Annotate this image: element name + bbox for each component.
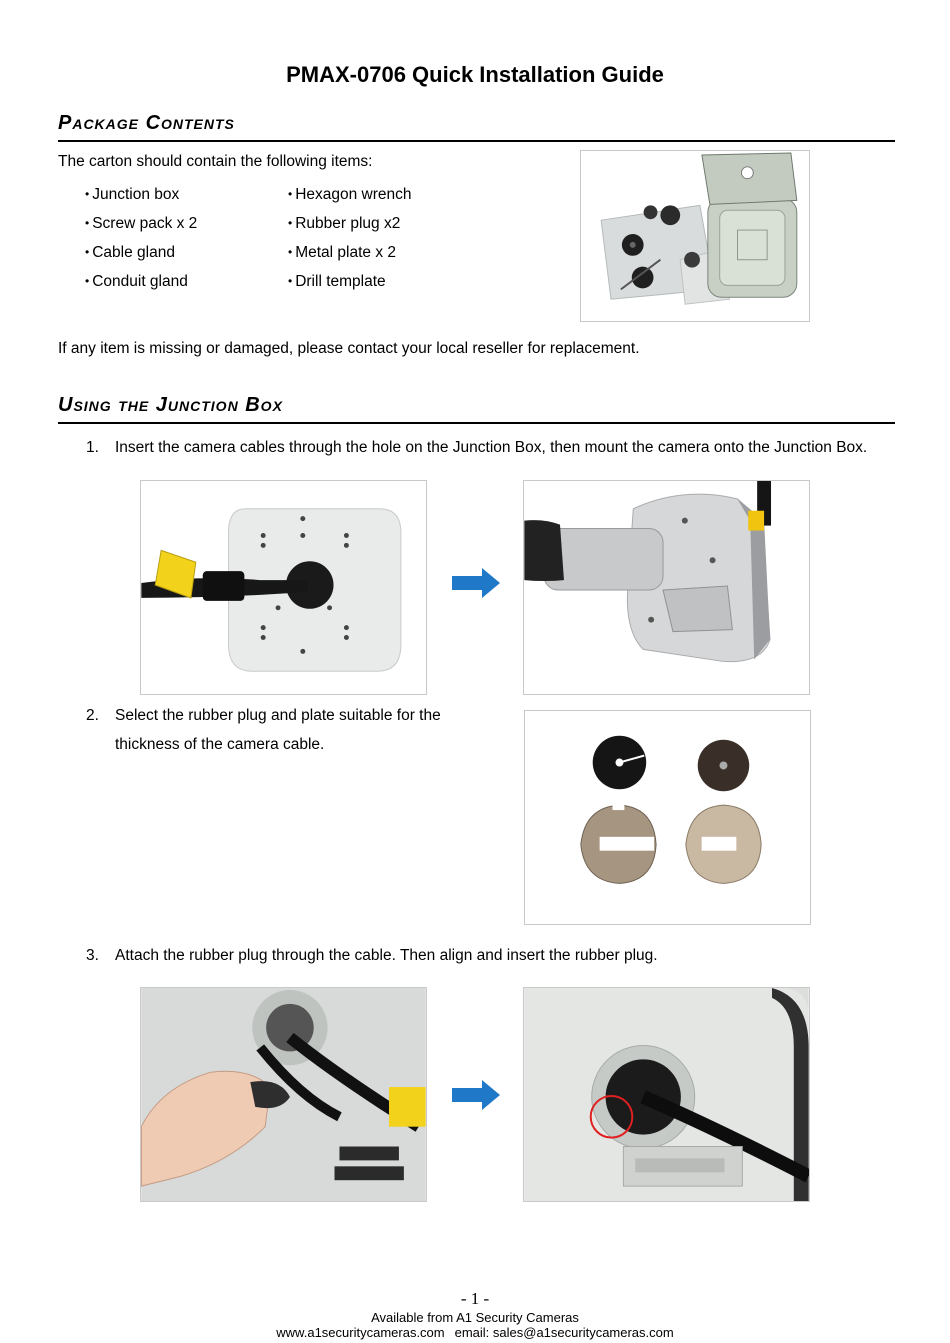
step-2-photo-plugs-plates bbox=[524, 710, 811, 925]
footer-website: www.a1securitycameras.com bbox=[276, 1325, 445, 1340]
footer-available-from: Available from A1 Security Cameras bbox=[371, 1310, 579, 1325]
footer-email: email: sales@a1securitycameras.com bbox=[454, 1325, 674, 1340]
section-heading-using-junction-box: Using the Junction Box bbox=[58, 394, 283, 416]
list-item: • Cable gland bbox=[85, 244, 175, 261]
package-list-left bbox=[85, 186, 197, 302]
missing-item-note: If any item is missing or damaged, please contact your local reseller for replacement. bbox=[58, 340, 640, 357]
step-1-photo-mounted-camera bbox=[523, 480, 810, 695]
footer-contact bbox=[0, 1325, 950, 1340]
package-intro: The carton should contain the following items: bbox=[58, 153, 373, 170]
section-heading-package-contents: Package Contents bbox=[58, 112, 235, 134]
step-3-photo-attach-plug bbox=[140, 987, 427, 1202]
list-item: • Junction box bbox=[85, 186, 180, 203]
step-1-text: Insert the camera cables through the hole on the Junction Box, then mount the camera onto the Junction Box. bbox=[115, 439, 868, 456]
list-item: • Rubber plug x2 bbox=[288, 215, 401, 232]
step-3-photo-inserted-plug bbox=[523, 987, 810, 1202]
step-number: 2. bbox=[86, 707, 99, 724]
step-3-text: Attach the rubber plug through the cable. Then align and insert the rubber plug. bbox=[115, 947, 658, 964]
section-rule bbox=[58, 422, 895, 424]
package-list-right bbox=[288, 186, 412, 302]
step-1-photo-junction-box bbox=[140, 480, 427, 695]
list-item: • Conduit gland bbox=[85, 273, 188, 290]
list-item: • Screw pack x 2 bbox=[85, 215, 198, 232]
page-number: - 1 - bbox=[460, 1289, 490, 1308]
step-number: 1. bbox=[86, 439, 99, 456]
list-item: • Hexagon wrench bbox=[288, 186, 412, 203]
step-2-text-line2: thickness of the camera cable. bbox=[115, 736, 325, 753]
page-title: PMAX-0706 Quick Installation Guide bbox=[286, 62, 664, 87]
arrow-right-icon bbox=[452, 1080, 500, 1110]
step-2-text-line1: Select the rubber plug and plate suitable for the bbox=[115, 707, 441, 724]
list-item: • Metal plate x 2 bbox=[288, 244, 397, 261]
arrow-right-icon bbox=[452, 568, 500, 598]
section-rule bbox=[58, 140, 895, 142]
package-contents-photo bbox=[580, 150, 810, 322]
step-number: 3. bbox=[86, 947, 99, 964]
list-item: • Drill template bbox=[288, 273, 386, 290]
